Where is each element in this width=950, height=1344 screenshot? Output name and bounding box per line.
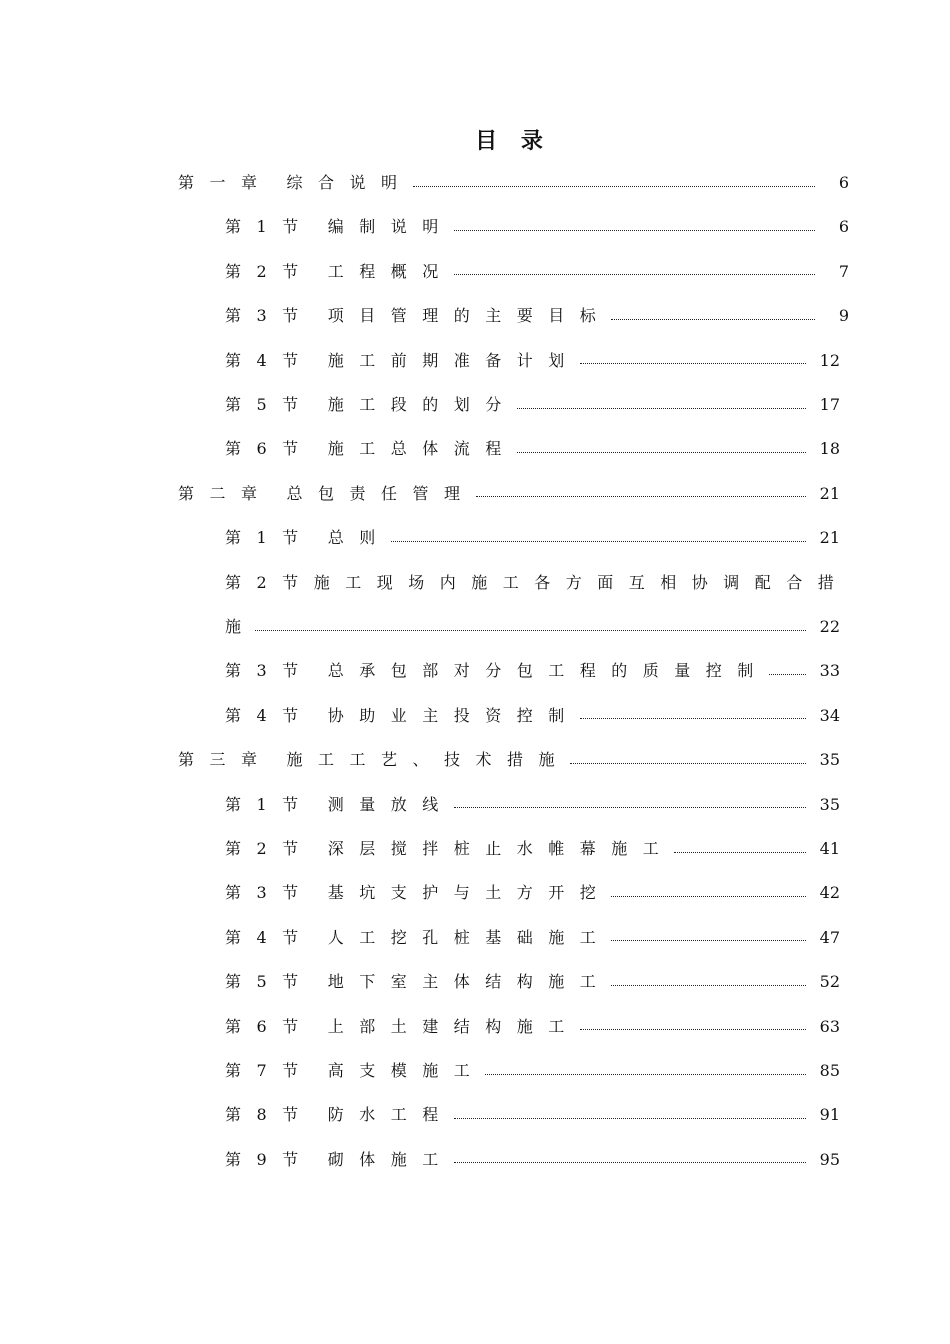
toc-dot-leader — [454, 230, 815, 231]
toc-entry-title: 协助业主投资控制 — [327, 705, 580, 725]
toc-dot-leader — [454, 274, 815, 275]
toc-entry-title: 基坑支护与土方开挖 — [327, 883, 612, 903]
toc-section-entry[interactable] — [225, 924, 840, 952]
toc-page-number: 21 — [819, 483, 840, 503]
toc-entry-title: 总承包部对分包工程的质量控制 — [327, 661, 769, 681]
toc-page-number: 85 — [819, 1061, 840, 1080]
toc-entry-title: 总则 — [327, 528, 391, 548]
toc-entry-label: 第1节 — [225, 794, 314, 814]
toc-section-entry[interactable] — [225, 569, 849, 597]
toc-page-number: 18 — [819, 439, 840, 459]
toc-dot-leader — [611, 940, 806, 941]
toc-entry-label: 第5节 — [225, 395, 314, 414]
toc-entry-label: 第7节 — [225, 1061, 314, 1080]
toc-page-number: 7 — [838, 261, 849, 281]
toc-entry-title: 施工现场内施工各方面互相协调配合措 — [313, 572, 850, 592]
toc-dot-leader — [485, 1074, 806, 1075]
toc-dot-leader — [255, 630, 806, 631]
toc-entry-label: 第4节 — [225, 350, 314, 370]
toc-entry-label: 第2节 — [225, 839, 314, 858]
toc-section-entry[interactable] — [225, 524, 840, 552]
toc-section-entry[interactable] — [225, 702, 840, 730]
toc-entry-title: 防水工程 — [327, 1105, 454, 1125]
toc-dot-leader — [454, 807, 806, 808]
toc-entry-title-continuation: 施 — [225, 617, 242, 636]
toc-section-entry[interactable] — [225, 968, 840, 996]
toc-entry-title: 地下室主体结构施工 — [327, 972, 612, 992]
toc-dot-leader — [517, 452, 806, 453]
toc-page-number: 22 — [819, 617, 840, 636]
toc-section-entry[interactable] — [225, 347, 840, 375]
toc-page-number: 34 — [819, 705, 840, 725]
toc-entry-label: 第3节 — [225, 306, 314, 326]
toc-entry-title: 施工前期准备计划 — [327, 350, 580, 370]
toc-entry-label: 第3节 — [225, 661, 314, 681]
toc-page-number: 52 — [819, 972, 840, 992]
toc-page-number: 21 — [819, 528, 840, 548]
toc-dot-leader — [769, 674, 806, 675]
toc-page-number: 6 — [838, 173, 849, 192]
toc-dot-leader — [580, 363, 806, 364]
toc-entry-label: 第2节 — [225, 572, 314, 592]
toc-entry-label: 第三章 — [178, 750, 273, 770]
toc-section-entry[interactable] — [225, 1101, 840, 1129]
toc-dot-leader — [674, 852, 806, 853]
toc-page-number: 17 — [819, 395, 840, 414]
toc-entry-title: 人工挖孔桩基础施工 — [327, 927, 612, 947]
toc-page-number: 47 — [819, 927, 840, 947]
toc-entry-label: 第6节 — [225, 439, 314, 459]
toc-page-number: 35 — [819, 750, 840, 770]
toc-entry-title: 施工总体流程 — [327, 439, 517, 459]
toc-entry-label: 第4节 — [225, 927, 314, 947]
toc-section-entry-continuation[interactable] — [225, 613, 840, 641]
toc-page-number: 12 — [819, 350, 840, 370]
toc-entry-label: 第4节 — [225, 705, 314, 725]
toc-entry-title: 砌体施工 — [327, 1149, 454, 1169]
toc-section-entry[interactable] — [225, 879, 840, 907]
toc-section-entry[interactable] — [225, 657, 840, 685]
toc-section-entry[interactable] — [225, 213, 849, 241]
toc-chapter-entry[interactable] — [178, 169, 849, 197]
toc-entry-title: 高支模施工 — [327, 1061, 486, 1080]
toc-entry-label: 第8节 — [225, 1105, 314, 1125]
toc-page-number: 6 — [838, 217, 849, 237]
toc-entry-title: 深层搅拌桩止水帷幕施工 — [327, 839, 675, 858]
toc-section-entry[interactable] — [225, 791, 840, 819]
toc-section-entry[interactable] — [225, 391, 840, 419]
toc-page-number: 41 — [819, 839, 840, 858]
toc-entry-title: 项目管理的主要目标 — [327, 306, 612, 326]
toc-chapter-entry[interactable] — [178, 746, 840, 774]
toc-dot-leader — [517, 408, 806, 409]
toc-entry-label: 第一章 — [178, 173, 273, 192]
toc-entry-title: 测量放线 — [327, 794, 454, 814]
toc-entry-label: 第6节 — [225, 1016, 314, 1036]
toc-title: 目 录 — [475, 128, 551, 154]
toc-section-entry[interactable] — [225, 1057, 840, 1085]
toc-chapter-entry[interactable] — [178, 480, 840, 508]
toc-entry-label: 第二章 — [178, 483, 273, 503]
toc-dot-leader — [454, 1162, 806, 1163]
toc-dot-leader — [454, 1118, 806, 1119]
toc-entry-title: 施工段的划分 — [327, 395, 517, 414]
toc-page-number: 63 — [819, 1016, 840, 1036]
toc-dot-leader — [413, 186, 815, 187]
toc-page-number: 95 — [819, 1149, 840, 1169]
toc-entry-title: 编制说明 — [327, 217, 454, 237]
toc-entry-label: 第2节 — [225, 261, 314, 281]
toc-dot-leader — [611, 896, 806, 897]
toc-section-entry[interactable] — [225, 1013, 840, 1041]
toc-dot-leader — [611, 985, 806, 986]
toc-dot-leader — [476, 496, 806, 497]
toc-entry-label: 第5节 — [225, 972, 314, 992]
toc-dot-leader — [580, 718, 806, 719]
toc-section-entry[interactable] — [225, 835, 840, 863]
toc-dot-leader — [391, 541, 806, 542]
toc-page-number: 9 — [838, 306, 849, 326]
toc-page-number: 35 — [819, 794, 840, 814]
toc-entry-title: 综合说明 — [286, 173, 413, 192]
toc-entry-label: 第3节 — [225, 883, 314, 903]
toc-dot-leader — [580, 1029, 806, 1030]
toc-dot-leader — [611, 319, 815, 320]
toc-dot-leader — [570, 763, 806, 764]
toc-page-number: 33 — [819, 661, 840, 681]
toc-section-entry[interactable] — [225, 1146, 840, 1174]
toc-section-entry[interactable] — [225, 258, 849, 286]
toc-entry-title: 施工工艺、技术措施 — [286, 750, 571, 770]
toc-entry-label: 第1节 — [225, 528, 314, 548]
toc-entry-title: 总包责任管理 — [286, 483, 476, 503]
toc-entry-title: 工程概况 — [327, 261, 454, 281]
toc-page-number: 91 — [819, 1105, 840, 1125]
toc-entry-title: 上部土建结构施工 — [327, 1016, 580, 1036]
toc-page-number: 42 — [819, 883, 840, 903]
toc-section-entry[interactable] — [225, 435, 840, 463]
toc-entry-label: 第9节 — [225, 1149, 314, 1169]
toc-section-entry[interactable] — [225, 302, 849, 330]
toc-entry-label: 第1节 — [225, 217, 314, 237]
